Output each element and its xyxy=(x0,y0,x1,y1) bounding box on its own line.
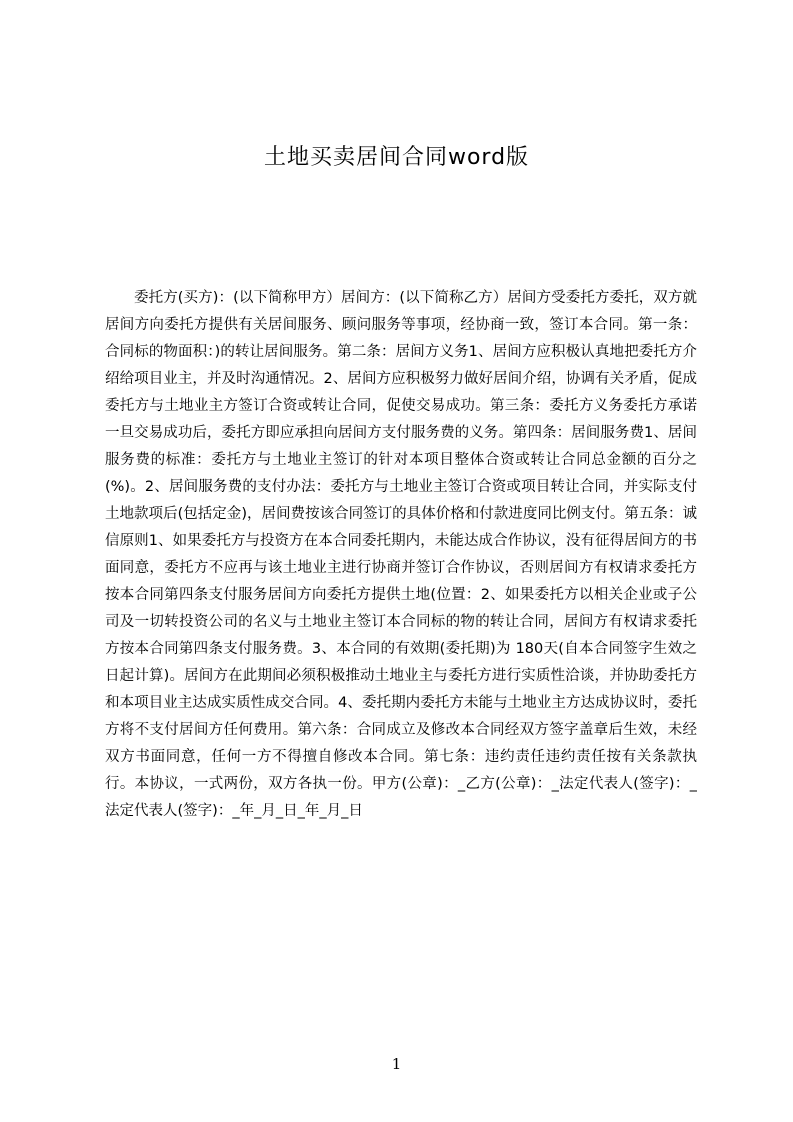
page-number: 1 xyxy=(391,1055,402,1073)
contract-body: 委托方(买方)：(以下简称甲方）居间方：(以下简称乙方）居间方受委托方委托，双方就居间方向委托方提供有关居间服务、顾问服务等事项，经协商一致，签订本合同。第一条：合同标的物面积：)的转让居间服务。第二条：居间方义务1、居间方应积极认真地把委托方介绍给项目业主，并及时沟通情况。2、居间方应积极努力做好居间介绍，协调有关矛盾，促成委托方与土地业主方签订合资或转让合同，促使交易成功。第三条：委托方义务委托方承诺一旦交易成功后，委托方即应承担向居间方支付服务费的义务。第四条：居间服务费1、居间服务费的标准：委托方与土地业主签订的针对本项目整体合资或转让合同总金额的百分之(%)。2、居间服务费的支付办法：委托方与土地业主签订合资或项目转让合同，并实际支付土地款项后(包括定金)，居间费按该合同签订的具体价格和付款进度同比例支付。第五条：诚信原则1、如果委托方与投资方在本合同委托期内，未能达成合作协议，没有征得居间方的书面同意，委托方不应再与该土地业主进行协商并签订合作协议，否则居间方有权请求委托方按本合同第四条支付服务居间方向委托方提供土地(位置：2、如果委托方以相关企业或子公司及一切转投资公司的名义与土地业主签订本合同标的物的转让合同，居间方有权请求委托方按本合同第四条支付服务费。3、本合同的有效期(委托期)为 180天(自本合同签字生效之日起计算)。居间方在此期间必须积极推动土地业主与委托方进行实质性洽谈，并协助委托方和本项目业主达成实质性成交合同。4、委托期内委托方未能与土地业主方达成协议时，委托方将不支付居间方任何费用。第六条：合同成立及修改本合同经双方签字盖章后生效，未经双方书面同意，任何一方不得擅自修改本合同。第七条：违约责任违约责任按有关条款执行。本协议，一式两份，双方各执一份。甲方(公章)：_乙方(公章)：_法定代表人(签字)：_法定代表人(签字)：_年_月_日_年_月_日 xyxy=(105,290,697,819)
document-title: 土地买卖居间合同word版 xyxy=(263,145,530,170)
